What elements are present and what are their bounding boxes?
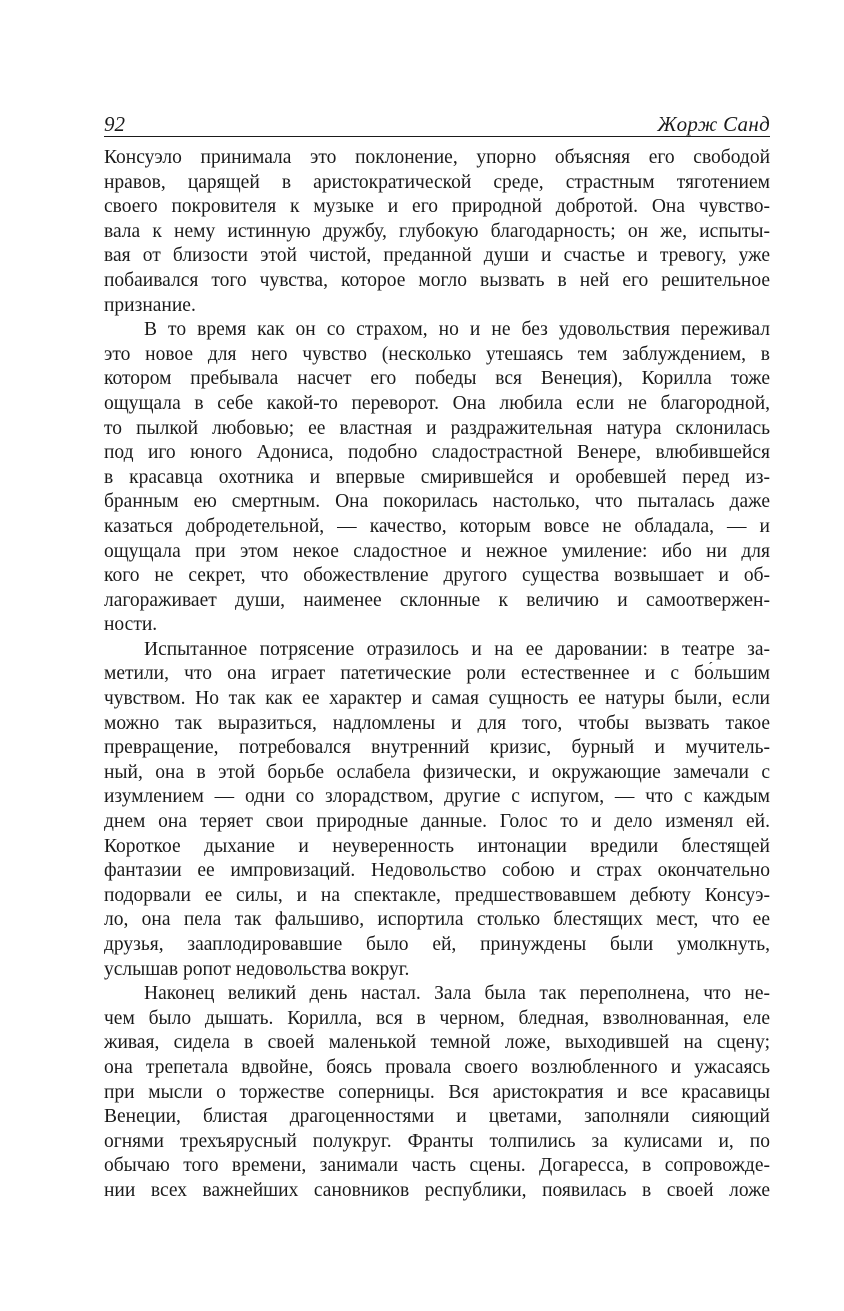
text-line: услышав ропот недовольства вокруг.	[104, 958, 410, 980]
running-head	[104, 106, 770, 137]
text-line: она трепетала вдвойне, боясь провала своего возлюбленного и ужасаясь	[104, 1056, 770, 1078]
text-line: казаться добродетельной, — качество, которым вовсе не обладала, — и	[104, 515, 770, 537]
text-line: можно так выразиться, надломлены и для того, чтобы вызвать такое	[104, 712, 770, 734]
text-line: изумлением — одни со злорадством, другие с испугом, — что с каждым	[104, 786, 770, 808]
paragraph	[104, 638, 770, 982]
body-text	[104, 146, 770, 1204]
text-line: побаивался того чувства, которое могло вызвать в ней его решительное	[104, 269, 770, 291]
text-line: друзья, зааплодировавшие было ей, принуждены были умолкнуть,	[104, 934, 770, 955]
text-line: чем было дышать. Корилла, вся в черном, бледная, взволнованная, еле	[104, 1007, 770, 1029]
text-line: Наконец великий день настал. Зала была так переполнена, что не-	[144, 983, 770, 1005]
text-line: ощущала при этом некое сладостное и нежное умиление: ибо ни для	[104, 540, 770, 562]
text-line: ощущала в себе какой-то переворот. Она любила если не благородной,	[104, 392, 770, 414]
text-line: Испытанное потрясение отразилось и на ее даровании: в театре за-	[144, 638, 770, 660]
paragraph	[104, 982, 770, 1203]
text-line: котором пребывала насчет его победы вся Венеция), Корилла тоже	[104, 368, 770, 390]
text-line: ности.	[104, 614, 158, 636]
text-line: огнями трехъярусный полукруг. Франты толпились за кулисами и, по	[104, 1130, 770, 1152]
text-line: фантазии ее импровизаций. Недовольство собою и страх окончательно	[104, 860, 770, 882]
text-line: вая от близости этой чистой, преданной души и счастье и тревогу, уже	[104, 245, 770, 267]
text-line: в красавца охотника и впервые смирившейся и оробевшей перед из-	[104, 466, 770, 488]
text-line: Венеции, блистая драгоценностями и цветами, заполняли сияющий	[104, 1106, 770, 1128]
text-line: бранным ею смертным. Она покорилась настолько, что пыталась даже	[104, 491, 770, 513]
paragraph	[104, 146, 770, 318]
text-line: вала к нему истинную дружбу, глубокую благодарность; он же, испыты-	[104, 220, 770, 242]
text-line: лагораживает души, наименее склонные к величию и самоотвержен-	[104, 589, 770, 611]
text-line: то пылкой любовью; ее властная и раздражительная натура склонилась	[104, 417, 770, 439]
text-line: под иго юного Адониса, подобно сладострастной Венере, влюбившейся	[104, 442, 770, 464]
text-line: ло, она пела так фальшиво, испортила столько блестящих мест, что ее	[104, 909, 770, 931]
text-line: днем она теряет свои природные данные. Голос то и дело изменял ей.	[104, 811, 770, 833]
page-number: 92	[104, 112, 125, 136]
text-line: признание.	[104, 294, 196, 316]
author-name: Жорж Санд	[657, 112, 770, 136]
text-line: своего покровителя к музыке и его природной добротой. Она чувство-	[104, 196, 770, 218]
text-line: Консуэло принимала это поклонение, упорно объясняя его свободой	[104, 147, 770, 168]
paragraph	[104, 318, 770, 638]
text-line: превращение, потребовался внутренний кризис, бурный и мучитель-	[104, 737, 770, 759]
text-line: чувством. Но так как ее характер и самая сущность ее натуры были, если	[104, 688, 770, 710]
text-line: нравов, царящей в аристократической среде, страстным тяготением	[104, 171, 770, 193]
book-page	[104, 106, 770, 1204]
text-line: это новое для него чувство (несколько утешаясь тем заблуждением, в	[104, 343, 770, 365]
text-line: нии всех важнейших сановников республики, появилась в своей ложе	[104, 1179, 770, 1201]
text-line: ный, она в этой борьбе ослабела физически, и окружающие замечали с	[104, 761, 770, 783]
text-line: кого не секрет, что обожествление другого существа возвышает и об-	[104, 565, 770, 587]
text-line: живая, сидела в своей маленькой темной ложе, выходившей на сцену;	[104, 1032, 770, 1054]
text-line: В то время как он со страхом, но и не без удовольствия переживал	[144, 319, 770, 341]
text-line: подорвали ее силы, и на спектакле, предшествовавшем дебюту Консуэ-	[104, 884, 770, 906]
text-line: метили, что она играет патетические роли естественнее и с бо́льшим	[104, 663, 770, 685]
text-line: при мысли о торжестве соперницы. Вся аристократия и все красавицы	[104, 1081, 770, 1103]
text-line: Короткое дыхание и неуверенность интонации вредили блестящей	[104, 835, 770, 857]
text-line: обычаю того времени, занимали часть сцены. Догаресса, в сопровожде-	[104, 1155, 770, 1177]
